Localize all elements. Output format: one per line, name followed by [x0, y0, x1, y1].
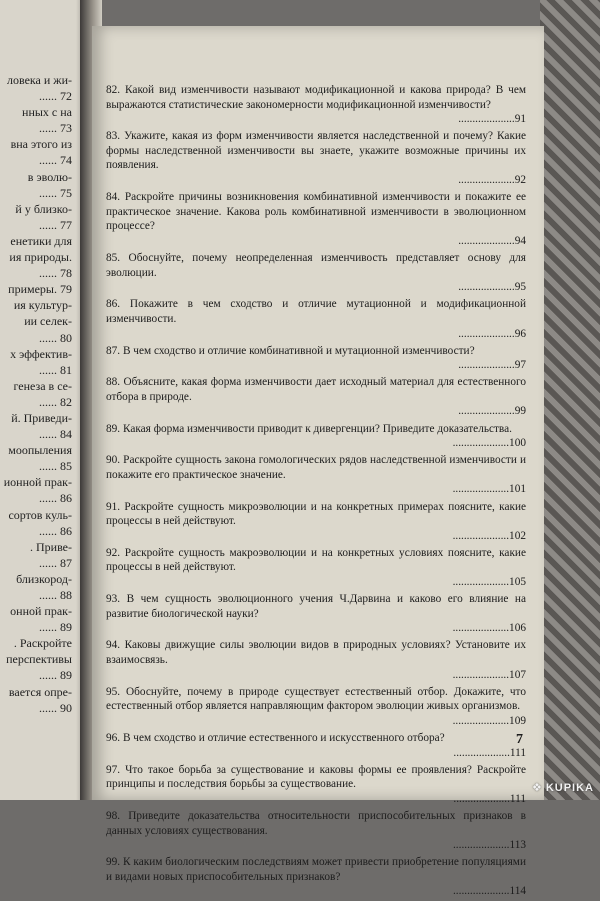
- toc-entry-page: ....................100: [452, 437, 526, 450]
- toc-entry-text: 91. Раскройте сущность микроэволюции и на конкретных примерах поясните, какие процессы в ней действуют.: [106, 500, 526, 528]
- toc-entry: [106, 546, 526, 592]
- toc-entry-page: ....................109: [452, 714, 526, 727]
- toc-entry-page: ....................105: [452, 576, 526, 588]
- toc-entry-page: ....................95: [458, 281, 526, 294]
- toc-entry-page: ....................111: [453, 792, 526, 805]
- previous-page-line: перспективы: [6, 652, 72, 667]
- toc-entry-page: ....................96: [458, 327, 526, 340]
- previous-page-line: ия природы.: [9, 250, 72, 265]
- previous-page-line: ловека и жи-: [6, 73, 72, 87]
- toc-entry: [106, 685, 526, 731]
- toc-entry: [106, 763, 526, 809]
- previous-page-line: . Приве-: [29, 539, 72, 554]
- toc-entry-text: 94. Каковы движущие силы эволюции видов в природных условиях? Установите их взаимосвязь.: [106, 639, 526, 666]
- previous-page-line: ...... 72: [39, 89, 72, 104]
- previous-page-line: моопыления: [8, 443, 72, 458]
- toc-entry-text: 82. Какой вид изменчивости называют модификационной и какова природа? В чем выражаются статистические закономерности модификационной изменчивости?: [106, 84, 526, 111]
- toc-entry: [106, 500, 526, 546]
- previous-page-line: й у близко-: [15, 201, 72, 216]
- previous-page: [0, 0, 92, 800]
- previous-page-line: ...... 78: [39, 266, 72, 281]
- previous-page-line: ...... 81: [39, 362, 72, 377]
- toc-entry: [106, 809, 526, 855]
- previous-page-line: в эволю-: [27, 169, 72, 184]
- toc-entry: [106, 422, 526, 454]
- previous-page-line: ...... 89: [39, 620, 72, 635]
- toc-entry: [106, 251, 526, 297]
- previous-page-line: ...... 80: [39, 330, 72, 345]
- toc-entry-page: ....................114: [452, 885, 526, 898]
- toc-entry-text: 97. Что такое борьба за существование и каковы формы ее проявления? Раскройте принципы и последствия борьбы за существование.: [106, 763, 526, 791]
- previous-page-line: ...... 75: [39, 185, 72, 200]
- toc-entry-text: 83. Укажите, какая из форм изменчивости является наследственной и почему? Какие формы наследственной изменчивости вы знаете, укажите возможные причины их появления.: [106, 130, 526, 172]
- watermark: [532, 781, 594, 794]
- toc-entry-text: 86. Покажите в чем сходство и отличие мутационной и модификационной изменчивости.: [106, 298, 526, 325]
- previous-page-line: ионной прак-: [3, 475, 72, 490]
- previous-page-line: генеза в се-: [13, 378, 72, 393]
- toc-entry-text: 84. Раскройте причины возникновения комбинативной изменчивости и покажите ее практическое значение. Какова роль комбинативной изменчивости в эволюционном процессе?: [106, 191, 526, 233]
- previous-page-line: ...... 88: [39, 588, 72, 602]
- toc-entry: [106, 453, 526, 499]
- toc-entry-text: 96. В чем сходство и отличие естественного и искусственного отбора?: [106, 731, 445, 744]
- toc-entry-page: ....................111: [453, 746, 526, 759]
- toc-entry-page: ....................92: [458, 174, 526, 187]
- previous-page-line: ...... 85: [39, 459, 72, 474]
- previous-page-line: й. Приведи-: [11, 410, 72, 425]
- previous-page-line: ии селек-: [24, 314, 72, 329]
- toc-entry-page: ....................101: [452, 483, 526, 496]
- kupika-logo-icon: ❖: [531, 782, 543, 794]
- previous-page-line: вна этого из: [10, 137, 72, 152]
- toc-entry: [106, 344, 526, 376]
- toc-entry-page: ....................106: [452, 622, 526, 635]
- previous-page-line: ...... 87: [39, 555, 72, 570]
- previous-page-line: нных с на: [22, 105, 72, 120]
- previous-page-text: [0, 72, 86, 716]
- previous-page-line: ...... 86: [39, 491, 72, 506]
- table-of-contents: [106, 83, 526, 901]
- toc-entry-text: 89. Какая форма изменчивости приводит к дивергенции? Приведите доказательства.: [106, 422, 512, 435]
- book-page: [92, 26, 544, 898]
- toc-entry: [106, 375, 526, 421]
- toc-entry-text: 92. Раскройте сущность макроэволюции и на конкретных условиях поясните, какие процессы в ней действуют.: [106, 546, 526, 574]
- tablecloth-background: [540, 0, 600, 800]
- toc-entry: [106, 731, 526, 763]
- previous-page-line: ...... 90: [39, 700, 72, 715]
- previous-page-line: близкород-: [16, 571, 72, 586]
- toc-entry-page: ....................99: [458, 405, 526, 418]
- toc-entry: [106, 297, 526, 343]
- previous-page-line: ия культур-: [13, 298, 72, 313]
- toc-entry-text: 93. В чем сущность эволюционного учения Ч.Дарвина и каково его влияние на развитие биологической науки?: [106, 593, 526, 620]
- toc-entry: [106, 592, 526, 638]
- watermark-text: KUPIKA: [545, 782, 594, 794]
- previous-page-line: ...... 74: [39, 153, 72, 168]
- previous-page-line: енетики для: [10, 233, 72, 248]
- toc-entry-page: ....................97: [458, 359, 526, 372]
- previous-page-line: х эффектив-: [10, 346, 72, 361]
- previous-page-line: ...... 89: [39, 668, 72, 683]
- toc-entry-text: 87. В чем сходство и отличие комбинативной и мутационной изменчивости?: [106, 344, 475, 357]
- previous-page-line: ...... 73: [39, 121, 72, 136]
- toc-entry-page: ....................102: [452, 529, 526, 542]
- previous-page-line: онной прак-: [10, 604, 72, 619]
- toc-entry-text: 90. Раскройте сущность закона гомологических рядов наследственной изменчивости и покажите его практическое значение.: [106, 454, 526, 481]
- toc-entry-text: 85. Обоснуйте, почему неопределенная изменчивость представляет основу для эволюции.: [106, 252, 526, 279]
- previous-page-line: примеры. 79: [8, 282, 72, 297]
- toc-entry-page: ....................113: [452, 839, 526, 852]
- toc-entry-text: 99. К каким биологическим последствиям может привести приобретение популяциями и видами новых приспособительных признаков?: [106, 856, 526, 883]
- toc-entry: [106, 190, 526, 251]
- previous-page-line: сортов куль-: [8, 507, 72, 522]
- previous-page-line: . Раскройте: [13, 636, 72, 651]
- page-number: 7: [516, 732, 523, 747]
- toc-entry-page: ....................94: [458, 234, 526, 247]
- previous-page-line: вается опре-: [8, 684, 72, 699]
- toc-entry-page: ....................107: [452, 668, 526, 681]
- toc-entry: [106, 83, 526, 129]
- toc-entry-text: 95. Обоснуйте, почему в природе существует естественный отбор. Докажите, что естественный отбор является направляющим фактором эволюции живых организмов.: [106, 685, 526, 713]
- toc-entry-text: 98. Приведите доказательства относительности приспособительных признаков в данных условиях существования.: [106, 809, 526, 837]
- toc-entry: [106, 855, 526, 901]
- previous-page-line: ...... 84: [39, 427, 72, 442]
- toc-entry-text: 88. Объясните, какая форма изменчивости дает исходный материал для естественного отбора в природе.: [106, 376, 526, 403]
- previous-page-line: ...... 86: [39, 523, 72, 538]
- toc-entry: [106, 129, 526, 190]
- previous-page-line: ...... 82: [39, 394, 72, 409]
- toc-entry-page: ....................91: [458, 113, 526, 126]
- previous-page-line: ...... 77: [39, 217, 72, 232]
- toc-entry: [106, 638, 526, 684]
